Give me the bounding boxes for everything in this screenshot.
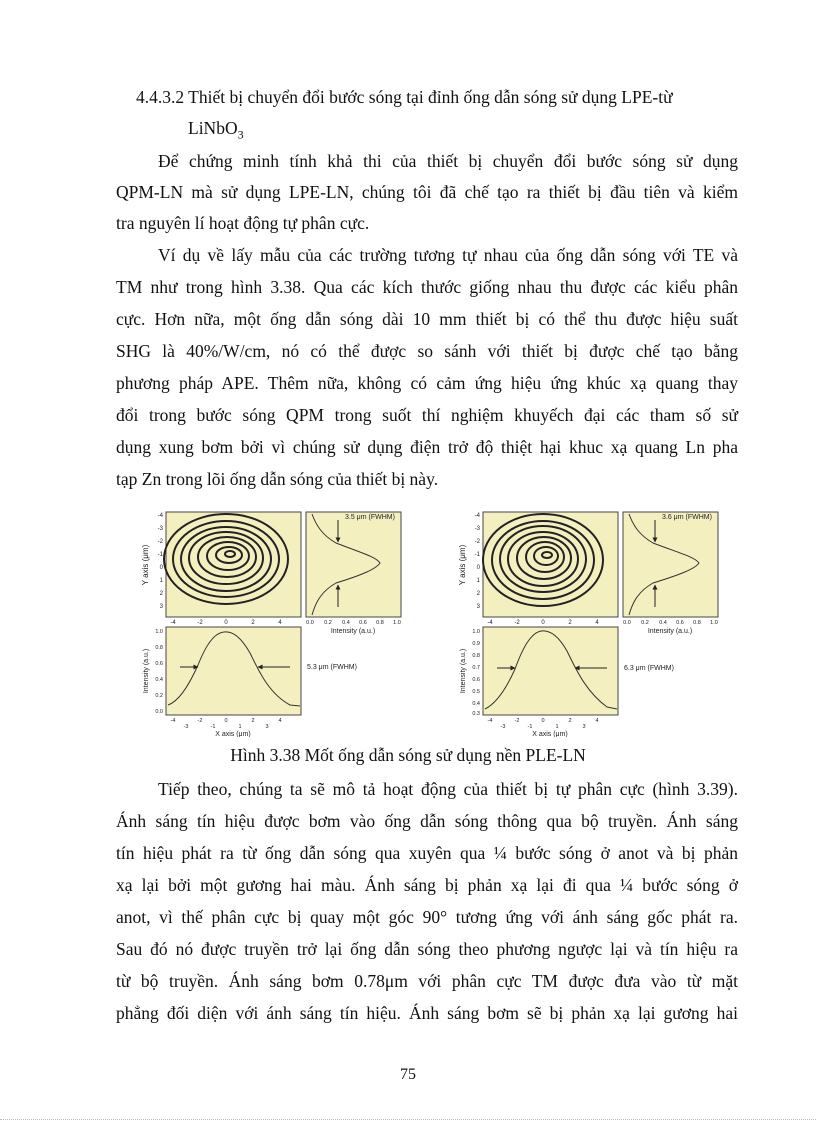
vert-int-xlabel-left: Intensity (a.u.) — [330, 628, 376, 635]
p1-line-1: Để chứng minh tính khả thi của thiết bị chuyển đổi bước sóng sử dụng — [158, 151, 738, 171]
vert-int-tick-left: 0.2 — [324, 620, 332, 626]
contour-ytick-right: -3 — [474, 526, 480, 532]
horizontal-profile-right — [483, 627, 618, 715]
horiz-int-tick-right: 0.5 — [472, 689, 480, 695]
horiz-xtick-right: -4 — [487, 718, 493, 724]
y-fwhm-label-left: 3.5 μm (FWHM) — [345, 514, 395, 521]
contour-ytick-left: 0 — [159, 565, 163, 571]
vert-int-tick-right: 0.8 — [693, 620, 701, 626]
contour-xtick-left: -4 — [170, 620, 176, 626]
p2-line-7: dụng xung bơm bởi vì chúng sử dụng điện trở độ thiệt hại khuc xạ quang Ln pha — [116, 437, 738, 457]
p3-line-3: tín hiệu phát ra từ ống dẫn sóng qua xuyên qua ¼ bước sóng ở anot và bị phản — [116, 843, 738, 863]
p2-line-8: tạp Zn trong lõi ống dẫn sóng của thiết bị này. — [116, 469, 439, 489]
figure-caption: Hình 3.38 Mốt ống dẫn sóng sử dụng nền PLE-LN — [230, 745, 586, 765]
p3-line-1: Tiếp theo, chúng ta sẽ mô tả hoạt động của thiết bị tự phân cực (hình 3.39). — [158, 779, 738, 799]
p3-line-2: Ánh sáng tín hiệu được bơm vào ống dẫn sóng thông qua bộ truyền. Ánh sáng — [116, 811, 738, 831]
horiz-xtick-minor-right: 3 — [582, 724, 586, 730]
panel-right — [458, 512, 718, 737]
horiz-xlabel-right: X axis (μm) — [532, 731, 568, 737]
contour-xtick-left: 4 — [278, 620, 282, 626]
contour-ytick-left: 3 — [159, 604, 163, 610]
contour-ytick-left: -4 — [157, 513, 163, 519]
vertical-profile-left — [306, 512, 401, 617]
vert-int-tick-left: 0.8 — [376, 620, 384, 626]
contour-xtick-right: -4 — [487, 620, 493, 626]
heading-cont-subscript: 3 — [237, 127, 244, 142]
contour-ytick-right: -1 — [474, 552, 480, 558]
vert-int-tick-right: 0.4 — [659, 620, 667, 626]
horiz-xtick-right: -2 — [514, 718, 520, 724]
horiz-xtick-left: 4 — [278, 718, 282, 724]
horiz-xtick-right: 0 — [541, 718, 545, 724]
horiz-xtick-minor-left: 3 — [265, 724, 269, 730]
y-fwhm-label-right: 3.6 μm (FWHM) — [662, 514, 712, 521]
p3-line-5: anot, vì thế phân cực bị quay một góc 90° tương ứng với ánh sáng gốc phát ra. — [116, 907, 738, 927]
heading-cont-base: LiNbO — [188, 118, 238, 138]
contour-xtick-right: -2 — [514, 620, 520, 626]
p2-line-5: phương pháp APE. Thêm nữa, không có cảm ứng hiệu ứng khúc xạ quang thay — [116, 373, 738, 393]
contour-ytick-left: 1 — [159, 578, 163, 584]
horiz-int-tick-left: 1.0 — [155, 629, 163, 635]
contour-ytick-right: 1 — [476, 578, 480, 584]
contour-xtick-left: 0 — [224, 620, 228, 626]
figure-3-38 — [140, 505, 740, 737]
vertical-profile-right — [623, 512, 718, 617]
horiz-xtick-right: 2 — [568, 718, 572, 724]
vert-int-xlabel-right: Intensity (a.u.) — [647, 628, 693, 635]
vert-int-tick-left: 1.0 — [393, 620, 401, 626]
horiz-int-tick-left: 0.6 — [155, 661, 163, 667]
horiz-int-tick-left: 0.0 — [155, 709, 163, 715]
p1-line-2: QPM-LN mà sử dụng LPE-LN, chúng tôi đã chế tạo ra thiết bị đầu tiên và kiểm — [116, 182, 738, 202]
panel-left — [141, 512, 401, 737]
horiz-int-tick-left: 0.2 — [155, 693, 163, 699]
contour-xtick-left: 2 — [251, 620, 255, 626]
vert-int-tick-right: 0.6 — [676, 620, 684, 626]
horiz-int-tick-right: 0.3 — [472, 711, 480, 717]
p2-line-3: cực. Hơn nữa, một ống dẫn sóng dài 10 mm thiết bị có thể thu được hiệu suất — [116, 309, 738, 329]
horiz-xtick-right: 4 — [595, 718, 599, 724]
contour-ytick-left: -2 — [157, 539, 163, 545]
horiz-xtick-minor-right: -1 — [527, 724, 533, 730]
contour-ylabel-left: Y axis (μm) — [141, 544, 150, 586]
p3-line-4: xạ lại bởi một gương hai màu. Ánh sáng bị phản xạ lại đi qua ¼ bước sóng ở — [116, 875, 738, 895]
page-number: 75 — [400, 1066, 416, 1083]
contour-ytick-right: -2 — [474, 539, 480, 545]
p3-line-6: Sau đó nó được truyền trở lại ống dẫn sóng theo phương ngược lại và tín hiệu ra — [116, 939, 738, 959]
p3-line-7: từ bộ truyền. Ánh sáng bơm 0.78μm với phân cực TM được đưa vào từ mặt — [116, 971, 738, 991]
figure-svg — [140, 505, 740, 737]
horiz-xtick-left: -4 — [170, 718, 176, 724]
horiz-int-ylabel-right: Intensity (a.u.) — [460, 648, 467, 694]
p2-line-1: Ví dụ về lấy mẫu của các trường tương tự nhau của ống dẫn sóng với TE và — [158, 245, 738, 265]
horiz-xtick-left: -2 — [197, 718, 203, 724]
page-bottom-dotted-border — [0, 1119, 816, 1120]
contour-xtick-right: 2 — [568, 620, 572, 626]
horiz-int-tick-right: 0.8 — [472, 653, 480, 659]
contour-ytick-right: -4 — [474, 513, 480, 519]
x-fwhm-label-left: 5.3 μm (FWHM) — [307, 664, 357, 671]
horiz-xtick-left: 0 — [224, 718, 228, 724]
horiz-xtick-minor-right: 1 — [555, 724, 559, 730]
horiz-int-tick-right: 0.6 — [472, 677, 480, 683]
p1-line-3: tra nguyên lí hoạt động tự phân cực. — [116, 213, 370, 233]
horiz-xlabel-left: X axis (μm) — [215, 731, 251, 737]
p2-line-4: SHG là 40%/W/cm, nó có thể được so sánh với thiết bị được chế tạo bằng — [116, 341, 738, 361]
contour-ylabel-right: Y axis (μm) — [458, 544, 467, 586]
section-heading: 4.4.3.2 Thiết bị chuyển đổi bước sóng tại đỉnh ống dẫn sóng sử dụng LPE-từ — [136, 87, 673, 107]
p2-line-2: TM như trong hình 3.38. Qua các kích thước giống nhau thu được các kiểu phân — [116, 277, 738, 297]
horiz-xtick-minor-right: -3 — [500, 724, 506, 730]
contour-ytick-right: 2 — [476, 591, 480, 597]
contour-ytick-left: -1 — [157, 552, 163, 558]
vert-int-tick-right: 0.2 — [641, 620, 649, 626]
horiz-xtick-left: 2 — [251, 718, 255, 724]
horiz-int-tick-right: 0.9 — [472, 641, 480, 647]
vert-int-tick-left: 0.0 — [306, 620, 314, 626]
horiz-int-tick-left: 0.8 — [155, 645, 163, 651]
horiz-int-tick-right: 0.7 — [472, 665, 480, 671]
contour-ytick-left: -3 — [157, 526, 163, 532]
horiz-int-ylabel-left: Intensity (a.u.) — [143, 648, 150, 694]
p2-line-6: đổi trong bước sóng QPM trong suốt thí nghiệm khuyếch đại các tham số sử — [116, 405, 738, 425]
horiz-int-tick-right: 1.0 — [472, 629, 480, 635]
horiz-int-tick-right: 0.4 — [472, 701, 480, 707]
x-fwhm-label-right: 6.3 μm (FWHM) — [624, 665, 674, 672]
p3-line-8: phẳng đối diện với ánh sáng tín hiệu. Ánh sáng bơm sẽ bị phản xạ lại gương hai — [116, 1003, 738, 1023]
horiz-xtick-minor-left: -1 — [210, 724, 216, 730]
vert-int-tick-left: 0.4 — [342, 620, 350, 626]
contour-ytick-right: 3 — [476, 604, 480, 610]
horizontal-profile-left — [166, 627, 301, 715]
horiz-int-tick-left: 0.4 — [155, 677, 163, 683]
contour-xtick-left: -2 — [197, 620, 203, 626]
contour-xtick-right: 4 — [595, 620, 599, 626]
contour-xtick-right: 0 — [541, 620, 545, 626]
contour-ytick-left: 2 — [159, 591, 163, 597]
section-heading-continuation — [188, 117, 244, 146]
vert-int-tick-right: 1.0 — [710, 620, 718, 626]
vert-int-tick-left: 0.6 — [359, 620, 367, 626]
horiz-xtick-minor-left: -3 — [183, 724, 189, 730]
contour-ytick-right: 0 — [476, 565, 480, 571]
horiz-xtick-minor-left: 1 — [238, 724, 242, 730]
vert-int-tick-right: 0.0 — [623, 620, 631, 626]
